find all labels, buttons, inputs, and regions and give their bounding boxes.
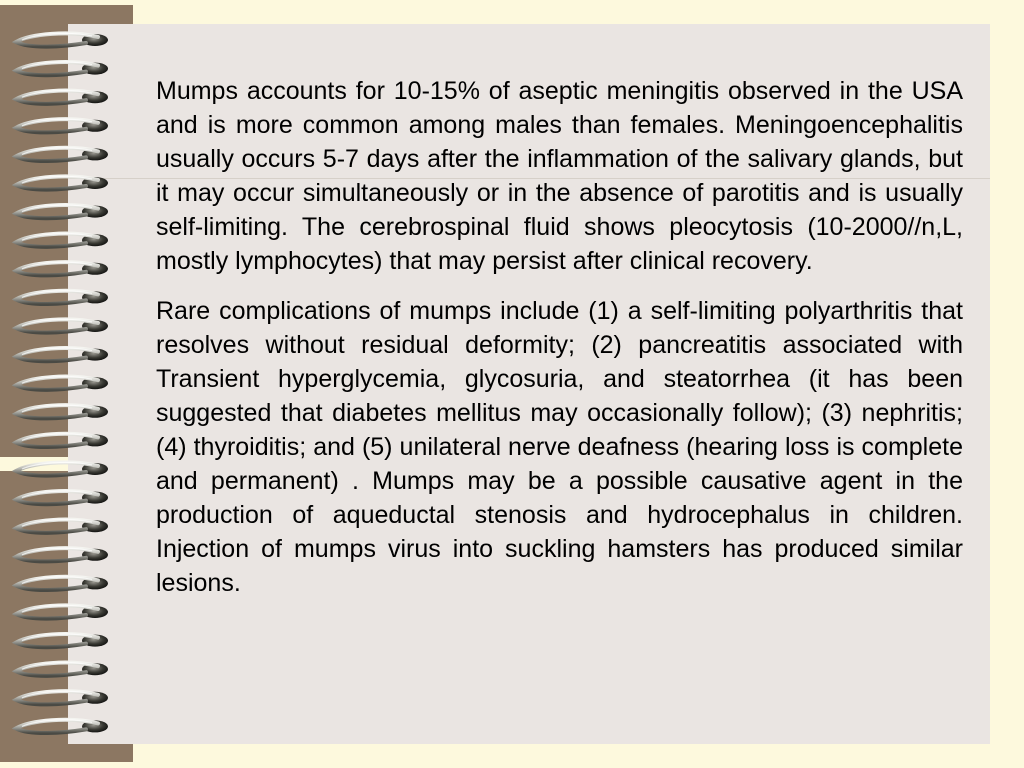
spiral-ring-icon [16,663,108,676]
spiral-ring-icon [16,234,108,247]
spiral-ring-icon [16,148,108,161]
spiral-ring-icon [16,691,108,704]
spiral-ring-icon [16,291,108,304]
spiral-ring-icon [16,520,108,533]
spiral-ring-icon [16,348,108,361]
spiral-ring-icon [16,462,108,475]
spiral-ring-icon [16,548,108,561]
spiral-ring-icon [16,377,108,390]
spiral-ring-icon [16,434,108,447]
spiral-ring-icon [16,33,108,46]
spiral-ring-icon [16,62,108,75]
spiral-ring-icon [16,205,108,218]
spiral-ring-icon [16,262,108,275]
spiral-ring-icon [16,634,108,647]
spiral-ring-icon [16,720,108,733]
spiral-ring-icon [16,319,108,332]
spiral-binding [0,0,133,768]
spiral-ring-icon [16,91,108,104]
paragraph-meningitis: Mumps accounts for 10-15% of aseptic meningitis observed in the USA and is more common among males than females. Meningoencephalitis usually occurs 5-7 days after the inflammation of the salivary glands, but it may occur simultaneously or in the absence of parotitis and is usually self-limiting. The cerebrospinal fluid shows pleocytosis (10-2000//n,L, mostly lymphocytes) that may persist after clinical recovery. [156,77,963,275]
spiral-ring-icon [16,605,108,618]
spiral-ring-icon [16,405,108,418]
spiral-ring-icon [16,119,108,132]
spiral-ring-icon [16,491,108,504]
slide-body [156,74,963,616]
paragraph-complications: Rare complications of mumps include (1) a self-limiting polyarthritis that resolves without residual deformity; (2) pancreatitis associated with Transient hyperglycemia, glycosuria, and steatorrhea (it has been suggested that diabetes mellitus may occasionally follow); (3) nephritis; (4) thyroiditis; and (5) unilateral nerve deafness (hearing loss is complete and permanent) . Mumps may be a possible causative agent in the production of aqueductal stenosis and hydrocephalus in children. Injection of mumps virus into suckling hamsters has produced similar lesions. [156,297,963,597]
spiral-ring-icon [16,176,108,189]
spiral-ring-icon [16,577,108,590]
